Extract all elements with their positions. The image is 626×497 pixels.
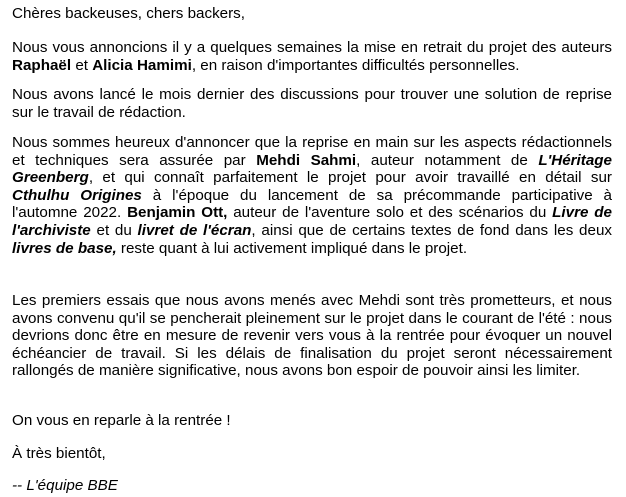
title-livres-de-base: livres de base, — [12, 239, 117, 257]
paragraph-2: Nous avons lancé le mois dernier des discussions pour trouver une solution de reprise sur le travail de rédaction. — [12, 86, 612, 121]
title-livret-ecran: livret de l'écran — [137, 221, 252, 239]
paragraph-3 — [12, 134, 612, 257]
author-name-benjamin: Benjamin Ott, — [127, 204, 228, 222]
paragraph-6: À très bientôt, — [12, 445, 106, 462]
p3-text-5: auteur de l'aventure solo et des scénarios du — [227, 204, 553, 222]
p1-text-3: , en raison d'importantes difficultés personnelles. — [191, 56, 520, 74]
title-cthulhu-origines: Cthulhu Origines — [12, 186, 142, 204]
p3-text-7: , ainsi que de certains textes de fond dans les deux — [251, 221, 612, 239]
p3-text-4: à l'époque du lancement de sa précommande participative à l'automne 2022. — [12, 186, 613, 222]
paragraph-1 — [12, 39, 612, 74]
title-heritage-greenberg: L'Héritage Greenberg — [12, 151, 613, 187]
p1-text-2: et — [71, 56, 93, 74]
signature — [12, 477, 612, 495]
signature-text: -- L'équipe BBE — [12, 477, 118, 494]
p3-text-2: , auteur notamment de — [356, 151, 539, 169]
p3-text-1: Nous sommes heureux d'annoncer que la reprise en main sur les aspects rédactionnels et techniques sera assurée par — [12, 134, 612, 169]
author-name-raphael: Raphaël — [12, 56, 72, 74]
title-livre-archiviste: Livre de l'archiviste — [12, 204, 612, 239]
p3-text-6: et du — [90, 221, 138, 239]
p1-text-1: Nous vous annoncions il y a quelques semaines la mise en retrait du projet des auteurs — [12, 39, 612, 56]
author-name-mehdi: Mehdi Sahmi — [256, 151, 357, 169]
author-name-alicia: Alicia Hamimi — [92, 56, 192, 74]
p3-text-8: reste quant à lui activement impliqué dans le projet. — [116, 239, 468, 257]
p3-text-3: , et qui connaît parfaitement le projet pour avoir travaillé en détail sur — [88, 169, 612, 187]
paragraph-5: On vous en reparle à la rentrée ! — [12, 412, 231, 429]
paragraph-4: Les premiers essais que nous avons menés avec Mehdi sont très prometteurs, et nous avons convenu qu'il se pencherait pleinement sur le projet dans le courant de l'été : nous devrions donc être en mesure de revenir vers vous à la rentrée pour évoquer un nouvel échéancier de travail. Si les délais de finalisation du projet seront nécessairement rallongés de manière significative, nous avons bon espoir de pouvoir ainsi les limiter. — [12, 292, 612, 380]
greeting: Chères backeuses, chers backers, — [12, 5, 245, 22]
